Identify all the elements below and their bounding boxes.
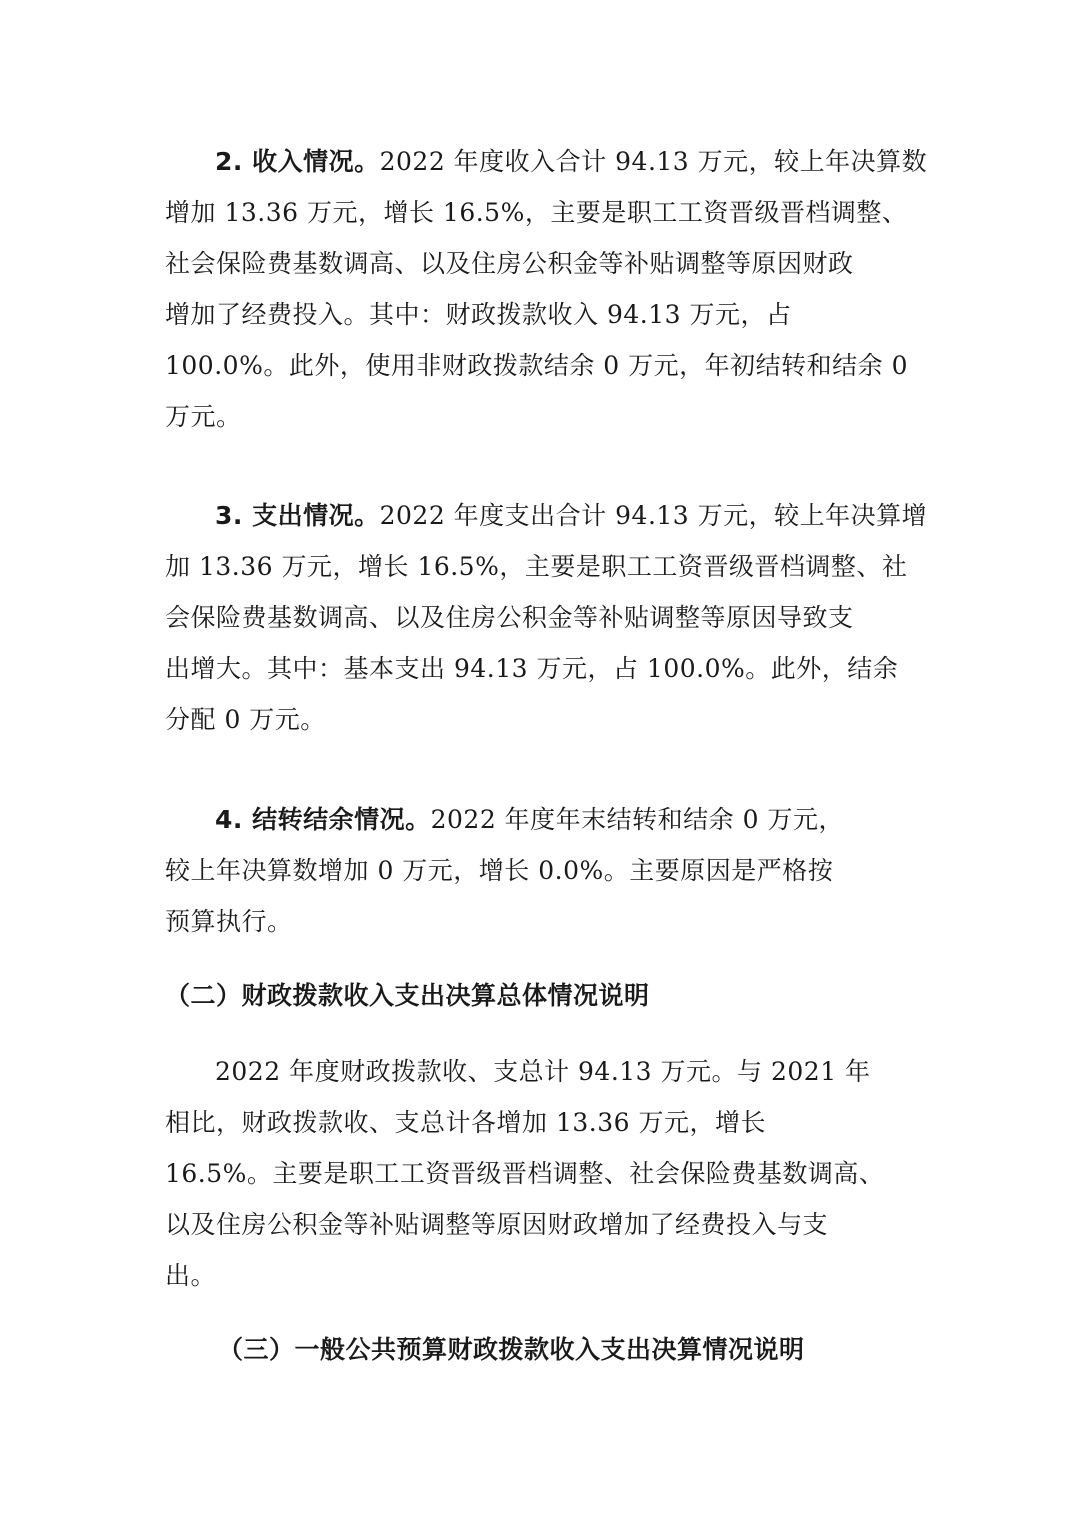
income-line-4: 增加了经费投入。其中：财政拨款收入 94.13 万元，占 xyxy=(165,300,792,329)
fiscal-overall-section xyxy=(165,1046,915,1301)
expense-line-3: 会保险费基数调高、以及住房公积金等补贴调整等原因导致支 xyxy=(165,603,854,632)
expense-title: 3. 支出情况。 xyxy=(215,501,380,530)
expense-line-4: 出增大。其中：基本支出 94.13 万元，占 100.0%。此外，结余 xyxy=(165,654,899,683)
carryover-line-3: 预算执行。 xyxy=(165,907,293,936)
expense-line-1: 3. 支出情况。2022 年度支出合计 94.13 万元，较上年决算增 xyxy=(215,501,928,530)
fiscal-overall-heading: （二）财政拨款收入支出决算总体情况说明 xyxy=(165,981,650,1010)
expense-line-2: 加 13.36 万元，增长 16.5%，主要是职工工资晋级晋档调整、社 xyxy=(165,552,908,581)
income-line-5: 100.0%。此外，使用非财政拨款结余 0 万元，年初结转和结余 0 xyxy=(165,351,908,380)
income-line-2: 增加 13.36 万元，增长 16.5%，主要是职工工资晋级晋档调整、 xyxy=(165,198,908,227)
fiscal-line-2: 相比，财政拨款收、支总计各增加 13.36 万元，增长 xyxy=(165,1108,766,1137)
income-line-6: 万元。 xyxy=(165,402,242,431)
fiscal-line-4: 以及住房公积金等补贴调整等原因财政增加了经费投入与支 xyxy=(165,1210,829,1239)
fiscal-line-3: 16.5%。主要是职工工资晋级晋档调整、社会保险费基数调高、 xyxy=(165,1159,885,1188)
carryover-line-1: 4. 结转结余情况。2022 年度年末结转和结余 0 万元， xyxy=(215,805,844,834)
carryover-section xyxy=(165,794,915,947)
income-section xyxy=(165,136,928,442)
fiscal-line-5: 出。 xyxy=(165,1261,217,1290)
carryover-line-2: 较上年决算数增加 0 万元，增长 0.0%。主要原因是严格按 xyxy=(165,856,834,885)
income-title: 2. 收入情况。 xyxy=(215,147,380,176)
fiscal-line-1: 2022 年度财政拨款收、支总计 94.13 万元。与 2021 年 xyxy=(215,1057,871,1086)
income-line-1: 2. 收入情况。2022 年度收入合计 94.13 万元，较上年决算数 xyxy=(215,147,928,176)
general-budget-heading: （三）一般公共预算财政拨款收入支出决算情况说明 xyxy=(218,1335,805,1364)
income-line-3: 社会保险费基数调高、以及住房公积金等补贴调整等原因财政 xyxy=(165,249,854,278)
expense-section xyxy=(165,490,928,745)
carryover-title: 4. 结转结余情况。 xyxy=(215,805,431,834)
expense-line-5: 分配 0 万元。 xyxy=(165,705,326,734)
